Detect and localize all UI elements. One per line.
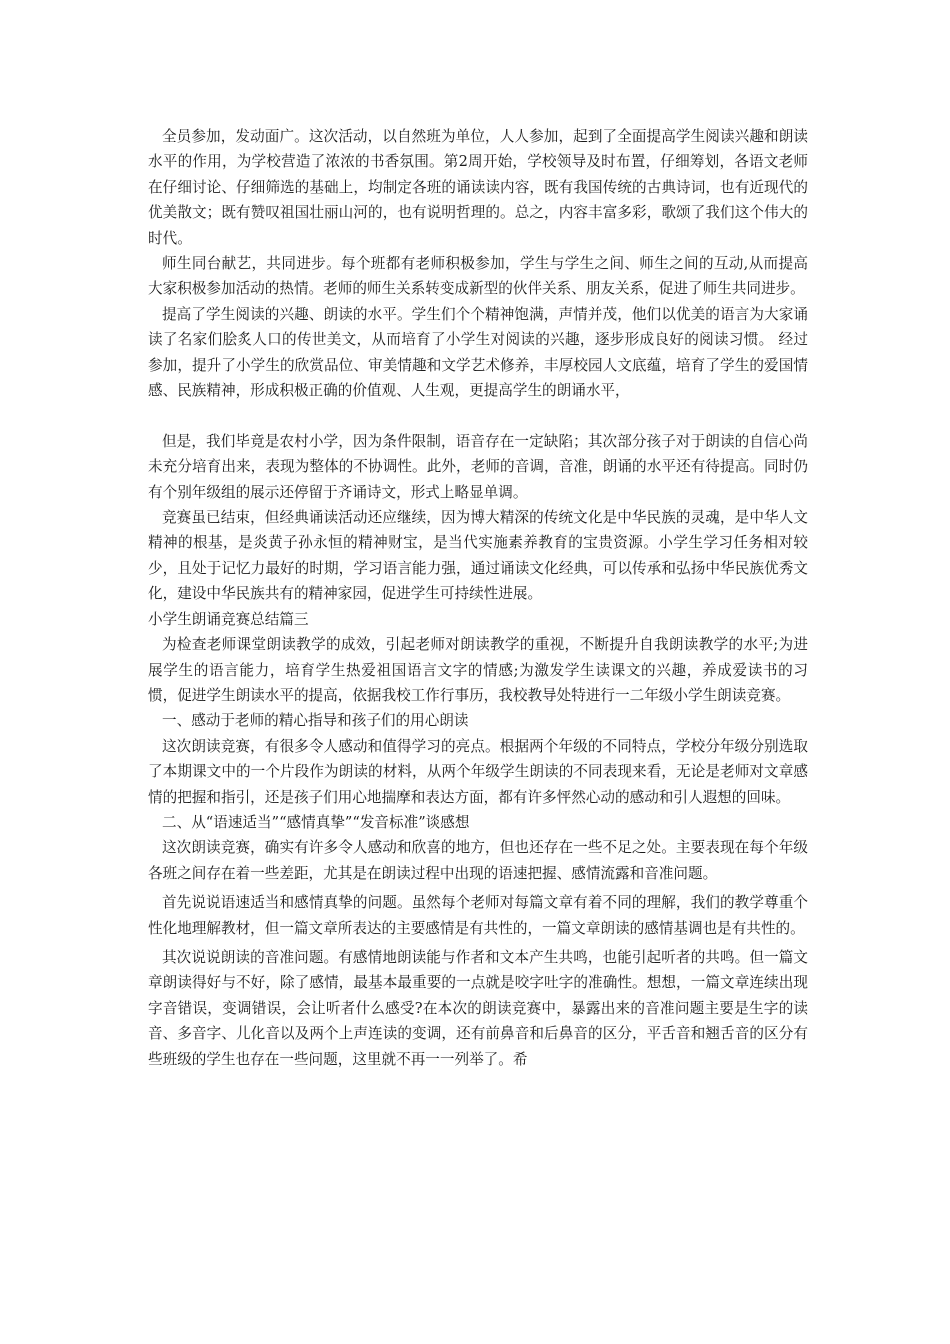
paragraph-continuation: 竞赛虽已结束，但经典诵读活动还应继续，因为博大精深的传统文化是中华民族的灵魂，是中华人文精神的根基，是炎黄子孙永恒的精神财宝，是当代实施素养教育的宝贵资源。小学生学习任务相对较少，且处于记忆力最好的时期，学习语言能力强，通过诵读文化经典，可以传承和弘扬中华民族优秀文化，建设中华民族共有的精神家园，促进学生可持续性进展。 [148,509,808,603]
document-body [148,124,808,1072]
heading-two: 二、从“语速适当”“感情真挚”“发音标准”谈感想 [162,813,470,831]
paragraph-one: 这次朗读竞赛，有很多令人感动和值得学习的亮点。根据两个年级的不同特点，学校分年级分别选取了本期课文中的一个片段作为朗读的材料，从两个年级学生朗读的不同表现来看，无论是老师对文章感情的把握和指引，还是孩子们用心地揣摩和表达方面，都有许多怦然心动的感动和引人遐想的回味。 [148,737,808,806]
blank-line [148,403,808,428]
paragraph-two-c: 其次说说朗读的音准问题。有感情地朗读能与作者和文本产生共鸣，也能引起听者的共鸣。但一篇文章朗读得好与不好，除了感情，最基本最重要的一点就是咬字吐字的准确性。想想，一篇文章连续出现字音错误，变调错误，会让听者什么感受?在本次的朗读竞赛中，暴露出来的音准问题主要是生字的读音、多音字、儿化音以及两个上声连读的变调，还有前鼻音和后鼻音的区分，平舌音和翘舌音的区分有些班级的学生也存在一些问题，这里就不再一一列举了。希 [148,948,808,1068]
paragraph-teacher-student: 师生同台献艺，共同进步。每个班都有老师积极参加，学生与学生之间、师生之间的互动,从而提高大家积极参加活动的热情。老师的师生关系转变成新型的伙伴关系、朋友关系，促进了师生共同进步。 [148,255,808,298]
paragraph-two-a: 这次朗读竞赛，确实有许多令人感动和欣喜的地方，但也还存在一些不足之处。主要表现在每个年级各班之间存在着一些差距，尤其是在朗读过程中出现的语速把握、感情流露和音准问题。 [148,839,808,882]
paragraph-reading-interest: 提高了学生阅读的兴趣、朗读的水平。学生们个个精神饱满，声情并茂，他们以优美的语言为大家诵读了名家们脍炙人口的传世美文，从而培育了小学生对阅读的兴趣，逐步形成良好的阅读习惯。 经过参加，提升了小学生的欣赏品位、审美情趣和文学艺术修养，丰厚校园人文底蕴，培育了学生的爱国情感、民族精神，形成积极正确的价值观、人生观，更提高学生的朗诵水平， [148,305,808,400]
paragraph-participation: 全员参加，发动面广。这次活动，以自然班为单位，人人参加，起到了全面提高学生阅读兴趣和朗读水平的作用，为学校营造了浓浓的书香氛围。第2周开始，学校领导及时布置，仔细筹划，各语文老师在仔细讨论、仔细筛选的基础上，均制定各班的诵读读内容，既有我国传统的古典诗词，也有近现代的优美散文；既有赞叹祖国壮丽山河的，也有说明哲理的。总之，内容丰富多彩，歌颂了我们这个伟大的时代。 [148,128,808,247]
paragraph-intro: 为检查老师课堂朗读教学的成效，引起老师对朗读教学的重视，不断提升自我朗读教学的水平;为进展学生的语言能力，培育学生热爱祖国语言文字的情感;为激发学生读课文的兴趣，养成爱读书的习惯，促进学生朗读水平的提高，依据我校工作行事历，我校教导处特进行一二年级小学生朗读竞赛。 [148,636,808,704]
paragraph-two-b: 首先说说语速适当和感情真挚的问题。虽然每个老师对每篇文章有着不同的理解，我们的教学尊重个性化地理解教材，但一篇文章所表达的主要感情是有共性的，一篇文章朗读的感情基调也是有共性的。 [148,894,808,937]
paragraph-shortcomings: 但是，我们毕竟是农村小学，因为条件限制，语音存在一定缺陷；其次部分孩子对于朗读的自信心尚未充分培育出来，表现为整体的不协调性。此外，老师的音调，音准，朗诵的水平还有待提高。同时仍有个别年级组的展示还停留于齐诵诗文，形式上略显单调。 [148,432,808,501]
heading-one: 一、感动于老师的精心指导和孩子们的用心朗读 [162,712,469,730]
section-title: 小学生朗诵竞赛总结篇三 [148,610,309,628]
